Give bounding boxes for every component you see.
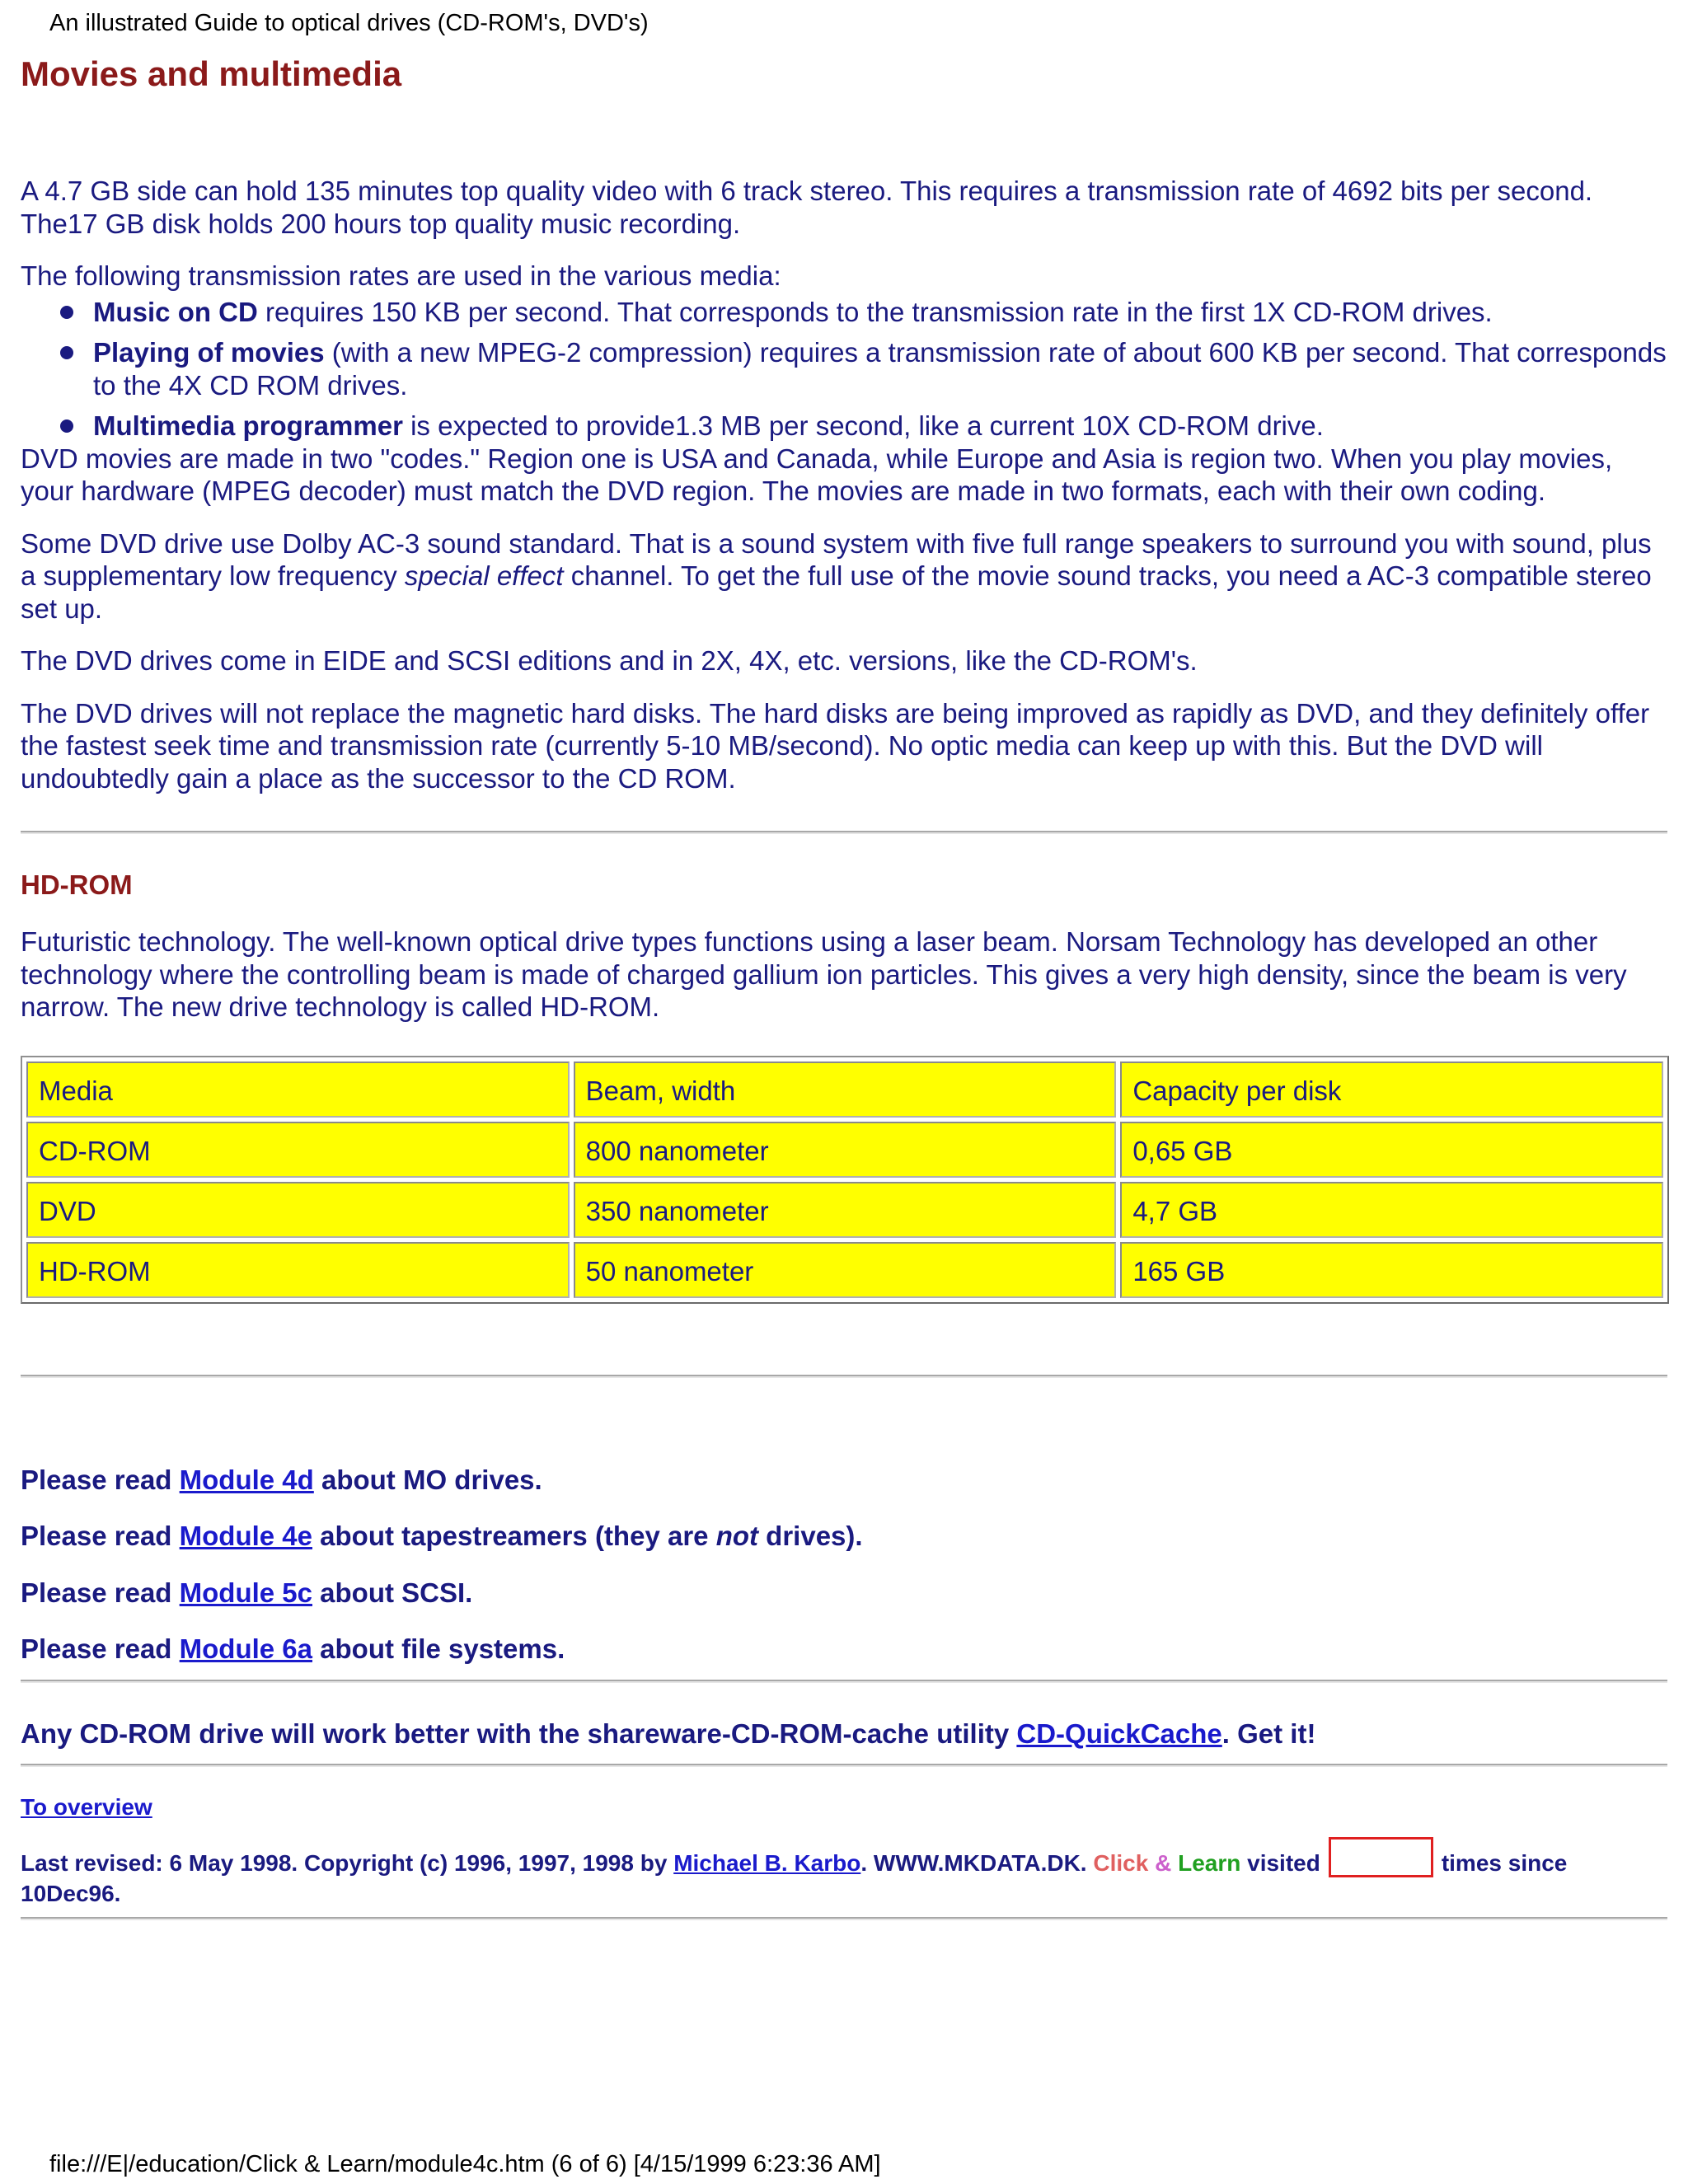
click-word: Click (1093, 1850, 1149, 1876)
paragraph-hard-disks: The DVD drives will not replace the magnetic hard disks. The hard disks are being improved as rapidly as DVD, and they definitely offer the fastest seek time and transmission rate (currently 5-10 MB/second). No optic media can keep up with this. But the DVD will undoubtedly gain a place as the successor to the CD ROM. (21, 697, 1650, 794)
table-cell: 350 nanometer (574, 1182, 1117, 1238)
bullet-icon (60, 306, 73, 319)
author-link[interactable]: Michael B. Karbo (673, 1850, 861, 1876)
bullet-icon (60, 346, 73, 359)
list-item-bold: Music on CD (93, 296, 258, 327)
read-more-text: Please read (21, 1577, 180, 1608)
module-4d-link[interactable]: Module 4d (179, 1464, 314, 1495)
dolby-text-a: Some DVD drive use Dolby AC-3 sound standard. That is a sound system with five full range speakers to surround you with sound, plus a supplementary low frequency (21, 527, 1652, 591)
read-more-text: about SCSI. (312, 1577, 473, 1608)
learn-word: Learn (1178, 1850, 1241, 1876)
paragraph-editions: The DVD drives come in EIDE and SCSI editions and in 2X, 4X, etc. versions, like the CD-ROM's. (21, 645, 1198, 676)
table-header-cell: Beam, width (574, 1062, 1117, 1118)
to-overview-link[interactable]: To overview (21, 1794, 152, 1820)
list-item (93, 410, 1667, 443)
overview-line (21, 1792, 1667, 1822)
divider (21, 831, 1667, 834)
revision-text: . WWW.MKDATA.DK. (860, 1850, 1094, 1876)
cd-quickcache-link[interactable]: CD-QuickCache (1016, 1718, 1222, 1749)
read-more-text: drives). (758, 1521, 863, 1551)
promo-text-post: . Get it! (1221, 1718, 1316, 1749)
list-item (93, 336, 1667, 401)
module-6a-link[interactable]: Module 6a (179, 1633, 312, 1664)
print-header: An illustrated Guide to optical drives (CD-ROM's, DVD's) (49, 10, 649, 36)
revision-line (21, 1837, 1667, 1909)
divider (21, 1917, 1667, 1920)
table-cell: DVD (26, 1182, 570, 1238)
divider (21, 1375, 1667, 1378)
times-since-text: times since 10Dec96. (21, 1850, 1568, 1906)
read-more-text: Please read (21, 1464, 180, 1495)
table-cell: 0,65 GB (1120, 1122, 1663, 1178)
read-more-tape (21, 1520, 1667, 1553)
section-title-movies: Movies and multimedia (21, 54, 402, 93)
revision-text: Last revised: 6 May 1998. Copyright (c) 1996, 1997, 1998 by (21, 1850, 674, 1876)
list-item-text: (with a new MPEG-2 compression) requires a transmission rate of about 600 KB per second. That corresponds to the 4X CD ROM drives. (93, 337, 1667, 401)
list-item-bold: Multimedia programmer (93, 410, 403, 441)
read-more-text: about MO drives. (313, 1464, 542, 1495)
table-cell: 165 GB (1120, 1242, 1663, 1298)
hit-counter (1329, 1837, 1433, 1877)
module-5c-link[interactable]: Module 5c (179, 1577, 312, 1608)
read-more-text: Please read (21, 1633, 180, 1664)
promo-text (21, 1718, 1667, 1750)
paragraph-rates-intro: The following transmission rates are used in the various media: (21, 260, 781, 291)
read-more-text: Please read (21, 1521, 180, 1551)
bullet-icon (60, 419, 73, 433)
module-4e-link[interactable]: Module 4e (179, 1521, 312, 1551)
list-item (93, 296, 1667, 329)
rates-list (21, 296, 1667, 443)
read-more-scsi (21, 1577, 1667, 1610)
table-cell: 4,7 GB (1120, 1182, 1663, 1238)
divider (21, 1764, 1667, 1767)
table-header-row (26, 1062, 1663, 1118)
table-cell: 800 nanometer (574, 1122, 1117, 1178)
read-more-filesystems (21, 1633, 1667, 1666)
list-item-text: requires 150 KB per second. That corresponds to the transmission rate in the first 1X CD-ROM drives. (257, 296, 1493, 327)
media-table (21, 1056, 1669, 1304)
section-title-hdrom: HD-ROM (21, 869, 133, 900)
read-more-mo (21, 1464, 1667, 1497)
table-cell: 50 nanometer (574, 1242, 1117, 1298)
table-row (26, 1242, 1663, 1298)
paragraph-hdrom: Futuristic technology. The well-known optical drive types functions using a laser beam. Norsam Technology has developed an other technology where the controlling beam is made of charged gallium ion particles. This gives a very high density, since the beam is very narrow. The new drive technology is called HD-ROM. (21, 926, 1627, 1022)
dolby-text-b: channel. To get the full use of the movie sound tracks, you need a AC-3 compatible stereo set up. (21, 560, 1652, 624)
read-more-text: about tapestreamers (they are (312, 1521, 716, 1551)
promo-text-pre: Any CD-ROM drive will work better with the shareware-CD-ROM-cache utility (21, 1718, 1017, 1749)
visited-text: visited (1240, 1850, 1320, 1876)
paragraph-dolby (21, 527, 1667, 626)
paragraph-capacity: A 4.7 GB side can hold 135 minutes top quality video with 6 track stereo. This requires a transmission rate of 4692 bits per second. The17 GB disk holds 200 hours top quality music recording. (21, 176, 1593, 239)
ampersand: & (1148, 1850, 1179, 1876)
page-content (21, 49, 1667, 1920)
print-footer: file:///E|/education/Click & Learn/module4c.htm (6 of 6) [4/15/1999 6:23:36 AM] (49, 2151, 881, 2177)
paragraph-regions: DVD movies are made in two "codes." Region one is USA and Canada, while Europe and Asia is region two. When you play movies, your hardware (MPEG decoder) must match the DVD region. The movies are made in two formats, each with their own coding. (21, 443, 1613, 506)
table-cell: HD-ROM (26, 1242, 570, 1298)
table-header-cell: Capacity per disk (1120, 1062, 1663, 1118)
table-header-cell: Media (26, 1062, 570, 1118)
list-item-text: is expected to provide1.3 MB per second, like a current 10X CD-ROM drive. (402, 410, 1324, 441)
divider (21, 1680, 1667, 1683)
list-item-bold: Playing of movies (93, 337, 325, 368)
table-cell: CD-ROM (26, 1122, 570, 1178)
read-more-text: about file systems. (312, 1633, 565, 1664)
table-row (26, 1122, 1663, 1178)
dolby-text-em: special effect (404, 560, 564, 591)
table-row (26, 1182, 1663, 1238)
read-more-em: not (715, 1521, 758, 1551)
